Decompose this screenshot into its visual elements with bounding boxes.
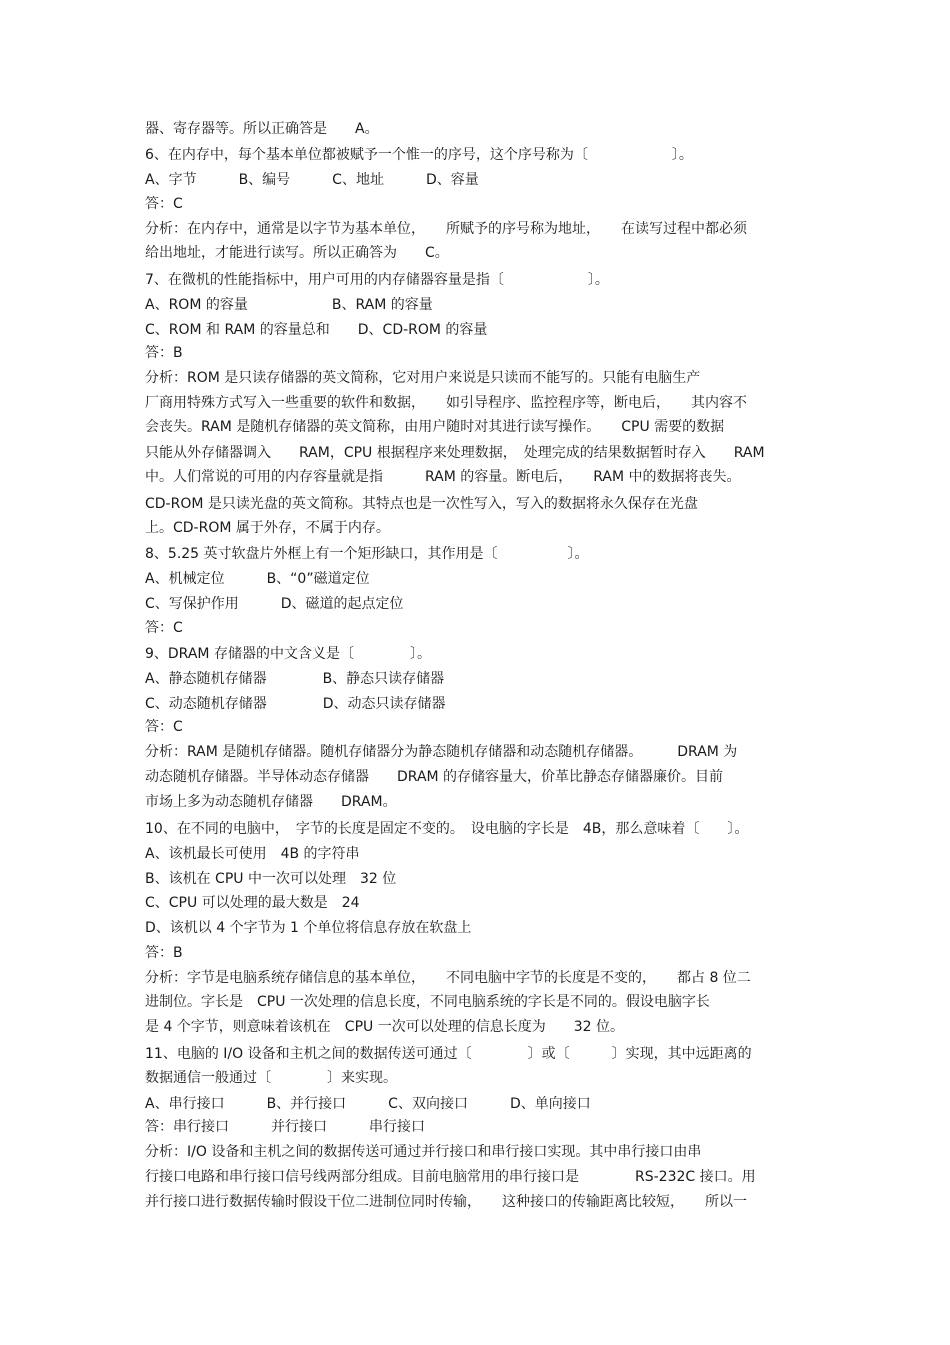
analysis-line: 分析：在内存中，通常是以字节为基本单位， 所赋予的序号称为地址， 在读写过程中都必须: [145, 221, 747, 237]
analysis-line: 并行接口进行数据传输时假设干位二进制位同时传输， 这种接口的传输距离比较短， 所以一: [145, 1194, 747, 1210]
question-6: 6、在内存中，每个基本单位都被赋予一个惟一的序号，这个序号称为〔 〕。: [145, 147, 693, 163]
analysis-line: 只能从外存储器调入 RAM，CPU 根据程序来处理数据， 处理完成的结果数据暂时存入 RAM: [145, 445, 765, 461]
analysis-line: 市场上多为动态随机存储器 DRAM。: [145, 794, 397, 810]
answer-line: 答：C: [145, 196, 183, 212]
answer-line: 答：B: [145, 945, 183, 961]
question-7: 7、在微机的性能指标中，用户可用的内存储器容量是指〔 〕。: [145, 272, 609, 288]
question-8: 8、5.25 英寸软盘片外框上有一个矩形缺口，其作用是〔 〕。: [145, 546, 589, 562]
analysis-line: 分析：RAM 是随机存储器。随机存储器分为静态随机存储器和动态随机存储器。 DRAM 为: [145, 744, 738, 760]
analysis-line: 动态随机存储器。半导体动态存储器 DRAM 的存储容量大，价革比静态存储器廉价。目前: [145, 769, 724, 785]
analysis-line: 分析：I/O 设备和主机之间的数据传送可通过并行接口和串行接口实现。其中串行接口由串: [145, 1144, 702, 1160]
option-a: A、该机最长可使用 4B 的字符串: [145, 846, 360, 862]
question-10: 10、在不同的电脑中， 字节的长度是固定不变的。 设电脑的字长是 4B，那么意味着〔 〕。: [145, 821, 749, 837]
analysis-line: 是 4 个字节，则意味着该机在 CPU 一次可以处理的信息长度为 32 位。: [145, 1019, 624, 1035]
options-line: A、静态随机存储器 B、静态只读存储器: [145, 671, 445, 687]
options-line: C、写保护作用 D、磁道的起点定位: [145, 596, 404, 612]
option-c: C、CPU 可以处理的最大数是 24: [145, 895, 360, 911]
options-line: A、字节 B、编号 C、地址 D、容量: [145, 172, 479, 188]
text-line: 器、寄存器等。所以正确答是 A。: [145, 121, 379, 137]
options-line: A、机械定位 B、“0”磁道定位: [145, 571, 370, 587]
analysis-line: 会丧失。RAM 是随机存储器的英文简称，由用户随时对其进行读写操作。 CPU 需要的数据: [145, 419, 725, 435]
analysis-line: 厂商用特殊方式写入一些重要的软件和数据， 如引导程序、监控程序等，断电后， 其内容不: [145, 395, 747, 411]
option-d: D、该机以 4 个字节为 1 个单位将信息存放在软盘上: [145, 920, 472, 936]
analysis-line: 给出地址，才能进行读写。所以正确答为 C。: [145, 245, 449, 261]
analysis-line: 分析：字节是电脑系统存储信息的基本单位， 不同电脑中字节的长度是不变的， 都占 8 位二: [145, 970, 751, 986]
analysis-line: CD-ROM 是只读光盘的英文简称。其特点也是一次性写入，写入的数据将永久保存在光盘: [145, 496, 698, 512]
options-line: A、串行接口 B、并行接口 C、双向接口 D、单向接口: [145, 1096, 591, 1112]
question-9: 9、DRAM 存储器的中文含义是〔 〕。: [145, 646, 431, 662]
question-11-cont: 数据通信一般通过〔 〕来实现。: [145, 1070, 397, 1086]
answer-line: 答：B: [145, 345, 183, 361]
question-11: 11、电脑的 I/O 设备和主机之间的数据传送可通过〔 〕或〔 〕实现，其中远距离的: [145, 1046, 752, 1062]
analysis-line: 行接口电路和串行接口信号线两部分组成。目前电脑常用的串行接口是 RS-232C 接口。用: [145, 1169, 756, 1185]
options-line: C、动态随机存储器 D、动态只读存储器: [145, 696, 446, 712]
analysis-line: 分析：ROM 是只读存储器的英文简称，它对用户来说是只读而不能写的。只能有电脑生产: [145, 370, 701, 386]
answer-line: 答：C: [145, 620, 183, 636]
answer-line: 答：C: [145, 719, 183, 735]
options-line: C、ROM 和 RAM 的容量总和 D、CD-ROM 的容量: [145, 322, 488, 338]
options-line: A、ROM 的容量 B、RAM 的容量: [145, 297, 433, 313]
analysis-line: 进制位。字长是 CPU 一次处理的信息长度，不同电脑系统的字长是不同的。假设电脑字长: [145, 994, 710, 1010]
option-b: B、该机在 CPU 中一次可以处理 32 位: [145, 871, 397, 887]
answer-line: 答：串行接口 并行接口 串行接口: [145, 1119, 425, 1135]
analysis-line: 中。人们常说的可用的内存容量就是指 RAM 的容量。断电后， RAM 中的数据将丧失。: [145, 469, 741, 485]
analysis-line: 上。CD-ROM 属于外存，不属于内存。: [145, 520, 390, 536]
